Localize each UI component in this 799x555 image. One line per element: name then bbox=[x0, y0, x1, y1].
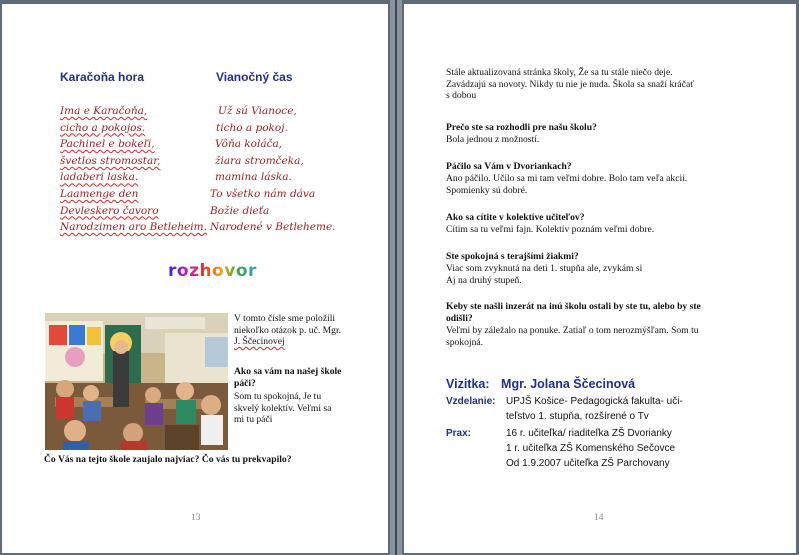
question-1 bbox=[234, 366, 341, 389]
vizitka-header bbox=[446, 377, 635, 391]
question-2: Čo Vás na tejto škole zaujalo najviac? Čo vás tu prekvapilo? bbox=[44, 454, 292, 465]
answer-5 bbox=[446, 224, 654, 236]
poem-line: ladaberi laska. bbox=[60, 171, 139, 184]
text-line: Zavádzajú sa novoty. Nikdy tu nie je nuda. Škola sa snaží kráčať bbox=[446, 78, 695, 90]
text-line: V tomto čísle sme položili bbox=[234, 313, 336, 324]
poem-line: švetlos stromostar, bbox=[60, 154, 161, 167]
poem-line: cicho a pokojos. bbox=[60, 121, 146, 134]
poem-line: ticho a pokoj. bbox=[216, 121, 288, 134]
text-line: niekoľko otázok p. uč. Mgr. bbox=[234, 324, 342, 336]
answer-4 bbox=[446, 173, 687, 196]
question-7 bbox=[446, 301, 701, 324]
page-number: 13 bbox=[191, 513, 201, 523]
poem-line: To všetko nám dáva bbox=[210, 187, 316, 200]
poem-line: mamina láska. bbox=[215, 171, 292, 184]
poem-line: Ima e Karačoňa, bbox=[60, 105, 148, 117]
answer-7 bbox=[446, 325, 699, 348]
text-line: Bola jednou z možností. bbox=[446, 134, 540, 145]
rozhovor-heading: rozhovor bbox=[168, 261, 257, 281]
text-line: Keby ste našli inzerát na inú školu ostali by ste tu, alebo by ste bbox=[446, 301, 701, 312]
poem-line: Laamenge den bbox=[60, 187, 139, 200]
education-label: Vzdelanie: bbox=[446, 396, 496, 407]
question-5: Ako sa cítite v kolektíve učiteľov? bbox=[446, 212, 585, 223]
question-4: Páčilo sa Vám v Dvoriankach? bbox=[446, 161, 572, 172]
poem-line: Už sú Vianoce, bbox=[218, 105, 297, 117]
page-13 bbox=[2, 4, 388, 553]
gutter-divider bbox=[395, 0, 397, 555]
vizitka-name: Mgr. Jolana Ščecinová bbox=[501, 377, 636, 391]
text-line: Som tu spokojná, Je tu bbox=[234, 391, 322, 402]
poem-line: Pachinel e bokeľi, bbox=[60, 138, 155, 151]
text-line: Veľmi by záležalo na ponuke. Zatiaľ o tom nerozmýšľam. Som tu bbox=[446, 325, 699, 336]
practice-text bbox=[506, 426, 675, 471]
text-line: UPJŠ Košice- Pedagogická fakulta- uči- bbox=[506, 396, 683, 407]
poem1-title: Karačoňa hora bbox=[60, 70, 145, 84]
answer-6 bbox=[446, 263, 642, 286]
poem-line: Narodzimen aro Betleheim. bbox=[60, 221, 207, 234]
text-line: Aj na druhý stupeň. bbox=[446, 274, 522, 286]
text-line: Ano páčilo. Učilo sa mi tam veľmi dobre. Bolo tam veľa akcií. bbox=[446, 173, 688, 184]
poem2-text bbox=[210, 103, 336, 236]
text-line: skvelý kolektív. Veľmi sa bbox=[234, 402, 332, 414]
answer-3 bbox=[446, 134, 539, 146]
answer-1 bbox=[234, 391, 331, 426]
text-line: spokojná. bbox=[446, 336, 484, 348]
practice-label: Prax: bbox=[446, 428, 472, 439]
poem-line: žiara stromčeka, bbox=[215, 154, 304, 167]
poem-line: Božie dieťa bbox=[210, 204, 270, 217]
answer-2 bbox=[446, 67, 694, 102]
poem-line: Devleskero čavoro bbox=[60, 204, 159, 217]
text-line: Stále aktualizovaná stránka školy, Že sa tu stále niečo deje. bbox=[446, 67, 673, 78]
text-line: Od 1.9.2007 učiteľka ZŠ Parchovany bbox=[506, 458, 670, 469]
text-line: J. Ščecinovej bbox=[234, 336, 285, 348]
question-3: Prečo ste sa rozhodli pre našu školu? bbox=[446, 122, 597, 133]
page-14 bbox=[404, 4, 796, 553]
poem-line: Vôňa koláča, bbox=[215, 138, 283, 151]
vizitka-label: Vizitka: bbox=[446, 377, 490, 391]
poem-line: Narodené v Betleheme. bbox=[210, 221, 336, 234]
text-line: Ako sa vám na našej škole bbox=[234, 366, 342, 377]
classroom-photo bbox=[45, 313, 228, 450]
text-line: teľstvo 1. stupňa, rozšírené o Tv bbox=[506, 411, 649, 422]
text-line: Viac som zvyknutá na deti 1. stupňa ale, zvykám si bbox=[446, 263, 643, 274]
text-line: s dobou bbox=[446, 90, 477, 102]
text-line: 1 r. učiteľka ZŠ Komenského Sečovce bbox=[506, 443, 676, 454]
text-line: Spomienky sú dobré. bbox=[446, 184, 528, 196]
text-line: páči? bbox=[234, 377, 256, 389]
poem2-title: Vianočný čas bbox=[216, 70, 293, 84]
text-line: 16 r. učiteľka/ riaditeľka ZŠ Dvorianky bbox=[506, 428, 672, 439]
text-line: mi tu páči bbox=[234, 414, 273, 426]
poem1-text bbox=[60, 103, 207, 236]
text-line: odišli? bbox=[446, 312, 473, 324]
text-line: Cítim sa tu veľmi fajn. Kolektív poznám veľmi dobre. bbox=[446, 224, 655, 235]
page-number: 14 bbox=[594, 513, 604, 523]
interview-intro bbox=[234, 313, 341, 348]
question-6: Ste spokojná s terajšími žiakmi? bbox=[446, 251, 579, 262]
education-text bbox=[506, 394, 683, 424]
